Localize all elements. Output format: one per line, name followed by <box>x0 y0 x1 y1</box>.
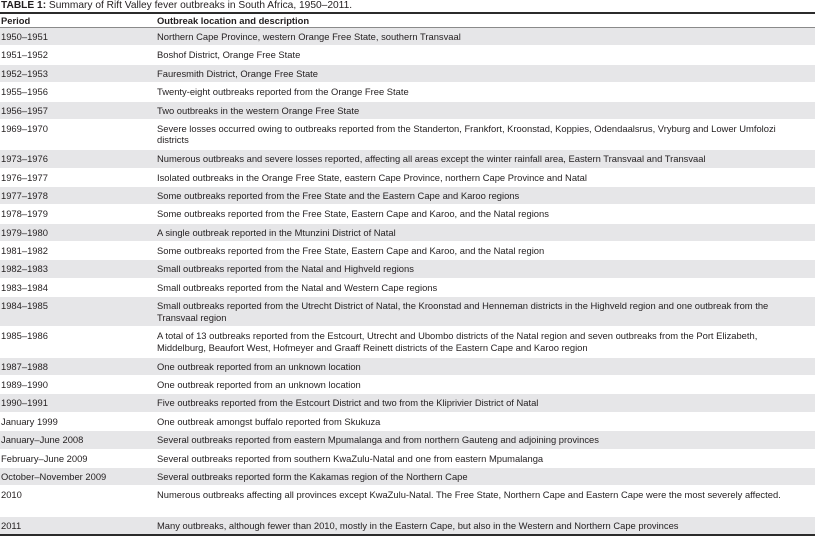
table-row <box>0 278 815 296</box>
period-cell: January 1999 <box>0 412 156 430</box>
period-cell: 1951–1952 <box>0 46 156 64</box>
description-cell: Some outbreaks reported from the Free State, Eastern Cape and Karoo, and the Natal region <box>156 242 815 260</box>
table-row <box>0 101 815 119</box>
description-cell: A single outbreak reported in the Mtunzini District of Natal <box>156 223 815 241</box>
table-row <box>0 516 815 535</box>
table-row <box>0 83 815 101</box>
description-cell: Some outbreaks reported from the Free State and the Eastern Cape and Karoo regions <box>156 186 815 204</box>
description-cell: One outbreak reported from an unknown location <box>156 376 815 394</box>
description-cell: Several outbreaks reported from eastern Mpumalanga and from northern Gauteng and adjoining provinces <box>156 431 815 449</box>
description-cell: Small outbreaks reported from the Natal and Highveld regions <box>156 260 815 278</box>
header-description: Outbreak location and description <box>156 13 815 28</box>
description-cell: Numerous outbreaks and severe losses reported, affecting all areas except the winter rainfall area, Eastern Transvaal and Transvaal <box>156 150 815 168</box>
outbreaks-table <box>0 12 815 536</box>
description-cell: Several outbreaks reported form the Kakamas region of the Northern Cape <box>156 467 815 485</box>
table-row <box>0 394 815 412</box>
table-header-row <box>0 13 815 28</box>
description-cell: Twenty-eight outbreaks reported from the Orange Free State <box>156 83 815 101</box>
table-caption <box>0 0 815 12</box>
table-row <box>0 46 815 64</box>
period-cell: 1950–1951 <box>0 28 156 46</box>
period-cell: 2011 <box>0 516 156 535</box>
table-row <box>0 260 815 278</box>
period-cell: October–November 2009 <box>0 467 156 485</box>
period-cell: 1984–1985 <box>0 297 156 327</box>
period-cell: 1982–1983 <box>0 260 156 278</box>
description-cell: Small outbreaks reported from the Utrecht District of Natal, the Kroonstad and Henneman districts in the Highveld region and one outbreak from the Transvaal region <box>156 297 815 327</box>
description-cell: Fauresmith District, Orange Free State <box>156 64 815 82</box>
period-cell: January–June 2008 <box>0 431 156 449</box>
table-row <box>0 486 815 516</box>
table-row <box>0 186 815 204</box>
description-cell: Numerous outbreaks affecting all provinces except KwaZulu-Natal. The Free State, Northern Cape and Eastern Cape were the most severely affected. <box>156 486 815 516</box>
period-cell: 1976–1977 <box>0 168 156 186</box>
table-caption-text: Summary of Rift Valley fever outbreaks in South Africa, 1950–2011. <box>46 0 353 11</box>
period-cell: 1987–1988 <box>0 357 156 375</box>
period-cell: 1981–1982 <box>0 242 156 260</box>
description-cell: A total of 13 outbreaks reported from the Estcourt, Utrecht and Ubombo districts of the Natal region and seven outbreaks from the Port Elizabeth, Middelburg, Beaufort West, Hofmeyer and Graaff Reinett districts of the Eastern Cape and Karoo region <box>156 327 815 357</box>
table-row <box>0 223 815 241</box>
period-cell: 1985–1986 <box>0 327 156 357</box>
period-cell: 1956–1957 <box>0 101 156 119</box>
table-row <box>0 412 815 430</box>
header-period: Period <box>0 13 156 28</box>
period-cell: 1979–1980 <box>0 223 156 241</box>
description-cell: Many outbreaks, although fewer than 2010, mostly in the Eastern Cape, but also in the Western and Northern Cape provinces <box>156 516 815 535</box>
description-cell: Several outbreaks reported from southern KwaZulu-Natal and one from eastern Mpumalanga <box>156 449 815 467</box>
description-cell: Some outbreaks reported from the Free State, Eastern Cape and Karoo, and the Natal regions <box>156 205 815 223</box>
table-row <box>0 449 815 467</box>
period-cell: 1973–1976 <box>0 150 156 168</box>
period-cell: 1955–1956 <box>0 83 156 101</box>
table-row <box>0 327 815 357</box>
description-cell: Boshof District, Orange Free State <box>156 46 815 64</box>
table-caption-label: TABLE 1: <box>1 0 47 11</box>
table-row <box>0 242 815 260</box>
period-cell: 2010 <box>0 486 156 516</box>
description-cell: Small outbreaks reported from the Natal and Western Cape regions <box>156 278 815 296</box>
table-row <box>0 150 815 168</box>
period-cell: 1990–1991 <box>0 394 156 412</box>
table-row <box>0 297 815 327</box>
description-cell: Isolated outbreaks in the Orange Free State, eastern Cape Province, northern Cape Province and Natal <box>156 168 815 186</box>
table-row <box>0 376 815 394</box>
description-cell: One outbreak reported from an unknown location <box>156 357 815 375</box>
period-cell: 1969–1970 <box>0 119 156 149</box>
table-row <box>0 431 815 449</box>
table-row <box>0 168 815 186</box>
description-cell: Five outbreaks reported from the Estcourt District and two from the Kliprivier District of Natal <box>156 394 815 412</box>
period-cell: February–June 2009 <box>0 449 156 467</box>
table-row <box>0 357 815 375</box>
table-row <box>0 205 815 223</box>
description-cell: Severe losses occurred owing to outbreaks reported from the Standerton, Frankfort, Kroonstad, Koppies, Odendaalsrus, Vryburg and Lower Umfolozi districts <box>156 119 815 149</box>
period-cell: 1989–1990 <box>0 376 156 394</box>
table-row <box>0 467 815 485</box>
period-cell: 1983–1984 <box>0 278 156 296</box>
table-row <box>0 28 815 46</box>
table-row <box>0 64 815 82</box>
period-cell: 1978–1979 <box>0 205 156 223</box>
description-cell: Northern Cape Province, western Orange Free State, southern Transvaal <box>156 28 815 46</box>
table-row <box>0 119 815 149</box>
period-cell: 1977–1978 <box>0 186 156 204</box>
description-cell: Two outbreaks in the western Orange Free State <box>156 101 815 119</box>
description-cell: One outbreak amongst buffalo reported from Skukuza <box>156 412 815 430</box>
period-cell: 1952–1953 <box>0 64 156 82</box>
